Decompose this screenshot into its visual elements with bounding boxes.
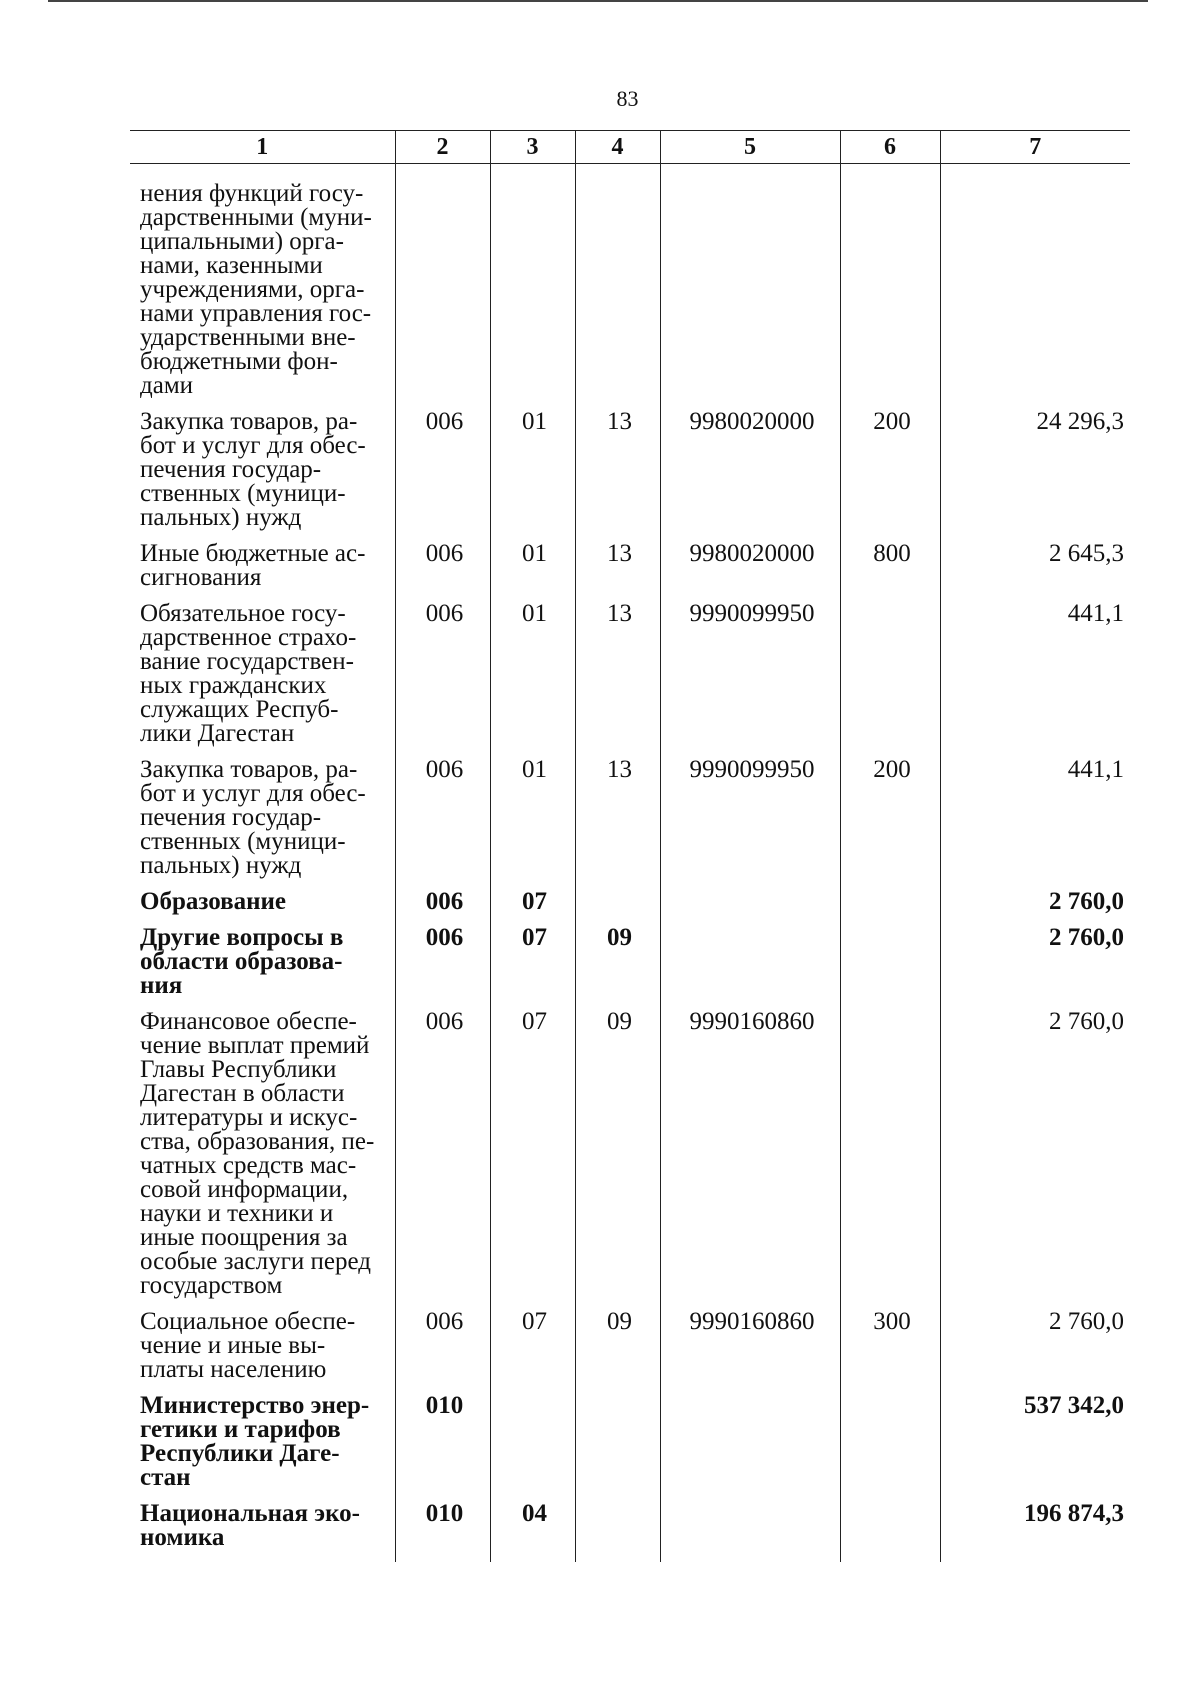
column-header: 1 (130, 131, 395, 164)
cell-subsection-code (575, 1502, 660, 1562)
cell-amount: 441,1 (940, 602, 1130, 758)
table-row (130, 1010, 1130, 1310)
cell-target-article (660, 926, 840, 1010)
column-header: 3 (490, 131, 575, 164)
cell-section-code: 07 (490, 1010, 575, 1310)
cell-amount: 441,1 (940, 758, 1130, 890)
cell-section-code: 01 (490, 758, 575, 890)
cell-subsection-code (575, 1394, 660, 1502)
cell-amount: 2 760,0 (940, 1310, 1130, 1394)
cell-section-code: 01 (490, 542, 575, 602)
row-label: Иные бюджетные ас- сигнования (140, 540, 366, 591)
cell-target-article: 9990099950 (660, 602, 840, 758)
cell-section-code: 07 (490, 890, 575, 926)
row-label: Закупка товаров, ра- бот и услуг для обес- печения государ- ственных (муници- пальных) нужд (140, 756, 366, 879)
cell-expense-type (840, 1010, 940, 1310)
table-row (130, 758, 1130, 890)
cell-target-article: 9980020000 (660, 542, 840, 602)
row-label: Социальное обеспе- чение и иные вы- платы населению (140, 1308, 356, 1383)
page-number: 83 (616, 86, 639, 111)
table-body (130, 164, 1130, 1563)
cell-target-article (660, 890, 840, 926)
cell-expense-type (840, 1394, 940, 1502)
cell-subsection-code: 09 (575, 926, 660, 1010)
cell-subsection-code (575, 182, 660, 410)
cell-target-article: 9990160860 (660, 1010, 840, 1310)
cell-amount: 2 760,0 (940, 890, 1130, 926)
cell-ministry-code: 010 (395, 1394, 490, 1502)
cell-section-code: 07 (490, 1310, 575, 1394)
cell-target-article (660, 1502, 840, 1562)
cell-ministry-code (395, 182, 490, 410)
row-label: Обязательное госу- дарственное страхо- вание государствен- ных гражданских служащих Респуб- лики Дагестан (140, 600, 357, 747)
row-label: Министерство энер- гетики и тарифов Республики Даге- стан (140, 1392, 370, 1491)
cell-target-article (660, 182, 840, 410)
cell-target-article: 9990160860 (660, 1310, 840, 1394)
row-label: Закупка товаров, ра- бот и услуг для обес- печения государ- ственных (муници- пальных) нужд (140, 408, 366, 531)
cell-expense-type (840, 890, 940, 926)
cell-target-article (660, 1394, 840, 1502)
cell-ministry-code: 006 (395, 542, 490, 602)
cell-subsection-code: 13 (575, 542, 660, 602)
cell-amount: 537 342,0 (940, 1394, 1130, 1502)
cell-section-code: 01 (490, 602, 575, 758)
table-row (130, 926, 1130, 1010)
cell-target-article: 9990099950 (660, 758, 840, 890)
cell-expense-type: 800 (840, 542, 940, 602)
cell-subsection-code: 13 (575, 758, 660, 890)
cell-expense-type: 300 (840, 1310, 940, 1394)
table-row (130, 410, 1130, 542)
table-row (130, 890, 1130, 926)
table-row (130, 602, 1130, 758)
cell-section-code (490, 1394, 575, 1502)
row-label: Национальная эко- номика (140, 1500, 361, 1551)
row-label: Другие вопросы в области образова- ния (140, 924, 344, 999)
column-header: 6 (840, 131, 940, 164)
cell-expense-type (840, 182, 940, 410)
table-row (130, 1310, 1130, 1394)
page-top-edge (48, 0, 1148, 2)
cell-ministry-code: 006 (395, 1310, 490, 1394)
cell-expense-type: 200 (840, 758, 940, 890)
budget-table (130, 130, 1130, 1562)
table-row (130, 182, 1130, 410)
cell-subsection-code: 13 (575, 410, 660, 542)
cell-amount: 2 760,0 (940, 926, 1130, 1010)
cell-target-article: 9980020000 (660, 410, 840, 542)
cell-section-code (490, 182, 575, 410)
cell-ministry-code: 010 (395, 1502, 490, 1562)
cell-ministry-code: 006 (395, 1010, 490, 1310)
cell-amount: 24 296,3 (940, 410, 1130, 542)
cell-section-code: 01 (490, 410, 575, 542)
cell-ministry-code: 006 (395, 758, 490, 890)
table-row (130, 1394, 1130, 1502)
column-header: 5 (660, 131, 840, 164)
cell-amount (940, 182, 1130, 410)
cell-subsection-code: 09 (575, 1010, 660, 1310)
column-header: 2 (395, 131, 490, 164)
cell-section-code: 04 (490, 1502, 575, 1562)
table-row (130, 542, 1130, 602)
cell-subsection-code: 13 (575, 602, 660, 758)
cell-ministry-code: 006 (395, 410, 490, 542)
cell-ministry-code: 006 (395, 926, 490, 1010)
column-header: 4 (575, 131, 660, 164)
cell-section-code: 07 (490, 926, 575, 1010)
cell-subsection-code (575, 890, 660, 926)
cell-ministry-code: 006 (395, 890, 490, 926)
cell-amount: 2 645,3 (940, 542, 1130, 602)
row-label: нения функций госу- дарственными (муни- ципальными) орга- нами, казенными учреждениями, орга- нами управления гос- ударственными вне- бюджетными фон- дами (140, 180, 372, 399)
row-label: Образование (140, 888, 287, 915)
cell-expense-type (840, 1502, 940, 1562)
column-header: 7 (940, 131, 1130, 164)
cell-ministry-code: 006 (395, 602, 490, 758)
cell-expense-type (840, 926, 940, 1010)
row-label: Финансовое обеспе- чение выплат премий Главы Республики Дагестан в области литературы и искус- ства, образования, пе- чатных средств мас- совой информации, науки и техники и иные поощрения за особые заслуги перед государством (140, 1008, 375, 1299)
table-header-row (130, 131, 1130, 164)
cell-amount: 2 760,0 (940, 1010, 1130, 1310)
cell-subsection-code: 09 (575, 1310, 660, 1394)
cell-amount: 196 874,3 (940, 1502, 1130, 1562)
cell-expense-type (840, 602, 940, 758)
cell-expense-type: 200 (840, 410, 940, 542)
table-row (130, 1502, 1130, 1562)
